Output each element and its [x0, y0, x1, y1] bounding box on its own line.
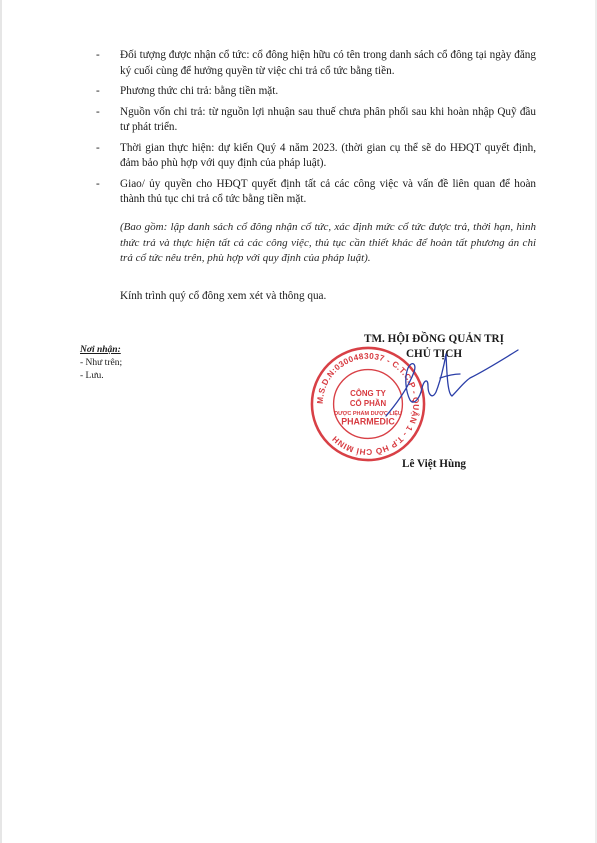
italic-note: (Bao gồm: lập danh sách cổ đông nhận cổ tức, xác định mức cổ tức được trả, thời hạn, hình thức trả và thực hiện tất cả các công việc, thủ tục cần thiết khác để hoàn tất phương án chi trả cổ tức nêu trên, phù hợp với quy định của pháp luật).: [120, 221, 536, 264]
closing-sentence: Kính trình quý cổ đông xem xét và thông qua.: [120, 290, 327, 302]
svg-text:PHARMEDIC: PHARMEDIC: [341, 416, 395, 427]
bullet-item-payment-method: [96, 84, 536, 100]
bullet-marker: -: [96, 177, 100, 190]
bullet-text: Đối tượng được nhận cổ tức: cổ đông hiện hữu có tên trong danh sách cổ đông tại ngày đăng ký cuối cùng để hưởng quyền từ việc chi trả cổ tức bằng tiền.: [120, 49, 536, 77]
page-edge-left: [0, 0, 2, 843]
recipient-item: - Như trên;: [80, 358, 123, 368]
bullet-text: Thời gian thực hiện: dự kiến Quý 4 năm 2023. (thời gian cụ thể sẽ do HĐQT quyết định, đảm bảo phù hợp với quy định của pháp luật).: [120, 141, 536, 169]
bullet-marker: -: [96, 141, 100, 154]
bullet-item-recipients: [96, 48, 536, 79]
bullet-marker: -: [96, 49, 100, 61]
bullet-marker: -: [96, 105, 100, 118]
recipient-item: - Lưu.: [80, 371, 104, 381]
bullet-text: Phương thức chi trả: bằng tiền mặt.: [120, 85, 279, 97]
bullet-item-funding-source: [96, 105, 536, 136]
bullet-text: Nguồn vốn chi trả: từ nguồn lợi nhuận sau thuế chưa phân phối sau khi hoàn nhập Quỹ đầu tư phát triển.: [120, 105, 536, 133]
bullet-text: Giao/ ủy quyền cho HĐQT quyết định tất cả các công việc và vấn đề liên quan để hoàn thành thủ tục chi trả cổ tức bằng tiền mặt.: [120, 177, 536, 205]
bullet-list: [96, 48, 536, 213]
svg-text:M.S.D.N:0300483037 - C.T.C.P -: M.S.D.N:0300483037 - C.T.C.P - QUẬN 1 - T.P HỒ CHÍ MINH: [315, 351, 421, 457]
bullet-marker: -: [96, 85, 100, 97]
signature-title-line1: TM. HỘI ĐỒNG QUẢN TRỊ: [364, 333, 504, 345]
svg-text:CÔNG TY: CÔNG TY: [350, 389, 386, 399]
handwritten-signature: [384, 348, 520, 420]
svg-text:DƯỢC PHẨM DƯỢC LIỆU: DƯỢC PHẨM DƯỢC LIỆU: [334, 410, 402, 417]
bullet-item-authorization: [96, 177, 536, 208]
signer-name: Lê Việt Hùng: [401, 458, 467, 470]
bullet-item-timing: [96, 141, 536, 172]
recipients-label: Nơi nhận:: [80, 345, 121, 355]
recipients-block: [80, 344, 122, 383]
signature-title-line2: CHỦ TỊCH: [405, 348, 463, 360]
svg-text:CỔ PHẦN: CỔ PHẦN: [349, 398, 387, 408]
